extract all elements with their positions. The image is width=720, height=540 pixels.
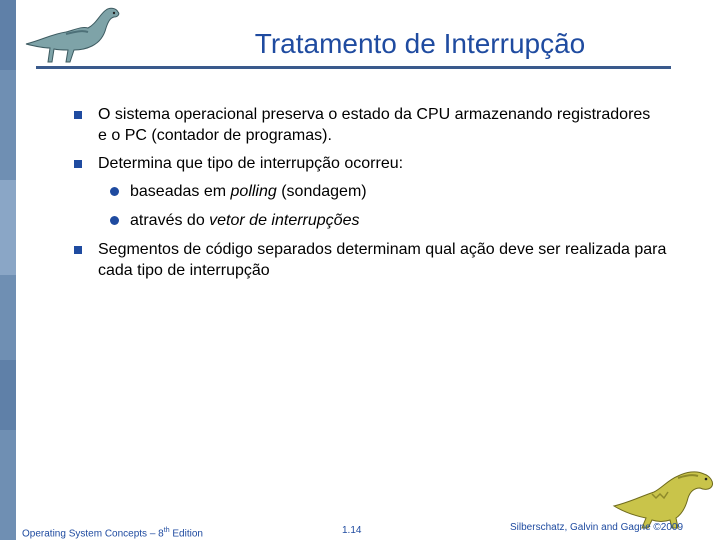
bullet-square-icon [74, 246, 82, 254]
sub-bullet-1 [130, 181, 367, 202]
bullet-circle-icon [110, 187, 119, 196]
footer-book [22, 525, 203, 540]
sub-bullet-1-pre: baseadas em [130, 183, 231, 200]
bullet-text-2: Determina que tipo de interrupção ocorreu: [98, 155, 404, 172]
sub-bullet-2 [130, 210, 359, 231]
footer-book-post: Edition [169, 528, 203, 540]
sub-bullet-2-emphasis: vetor de interrupções [209, 212, 360, 229]
strip-band [0, 180, 16, 275]
bullet-square-icon [74, 111, 82, 119]
footer-authors: Silberschatz, Galvin and Gagne ©2009 [510, 522, 684, 533]
dinosaur-icon [22, 4, 134, 68]
footer-book-pre: Operating System Concepts – 8 [22, 528, 164, 540]
title-divider [36, 66, 671, 69]
strip-band [0, 0, 16, 70]
page-number: 1.14 [342, 525, 362, 536]
bullet-square-icon [74, 160, 82, 168]
slide-title: Tratamento de Interrupção [254, 28, 586, 59]
bullet-text-3: Segmentos de código separados determinam qual ação deve ser realizada para cada tipo de interrupção [98, 241, 667, 279]
sub-bullet-2-pre: através do [130, 212, 210, 229]
sub-bullet-1-emphasis: polling [230, 183, 277, 200]
side-strip [0, 0, 16, 540]
bullet-circle-icon [110, 216, 119, 225]
strip-band [0, 360, 16, 430]
bullet-text-1: O sistema operacional preserva o estado da CPU armazenando registradores e o PC (contador de programas). [98, 106, 651, 144]
sub-bullet-1-post: (sondagem) [276, 183, 367, 200]
footer-book-sup: th [163, 527, 170, 534]
